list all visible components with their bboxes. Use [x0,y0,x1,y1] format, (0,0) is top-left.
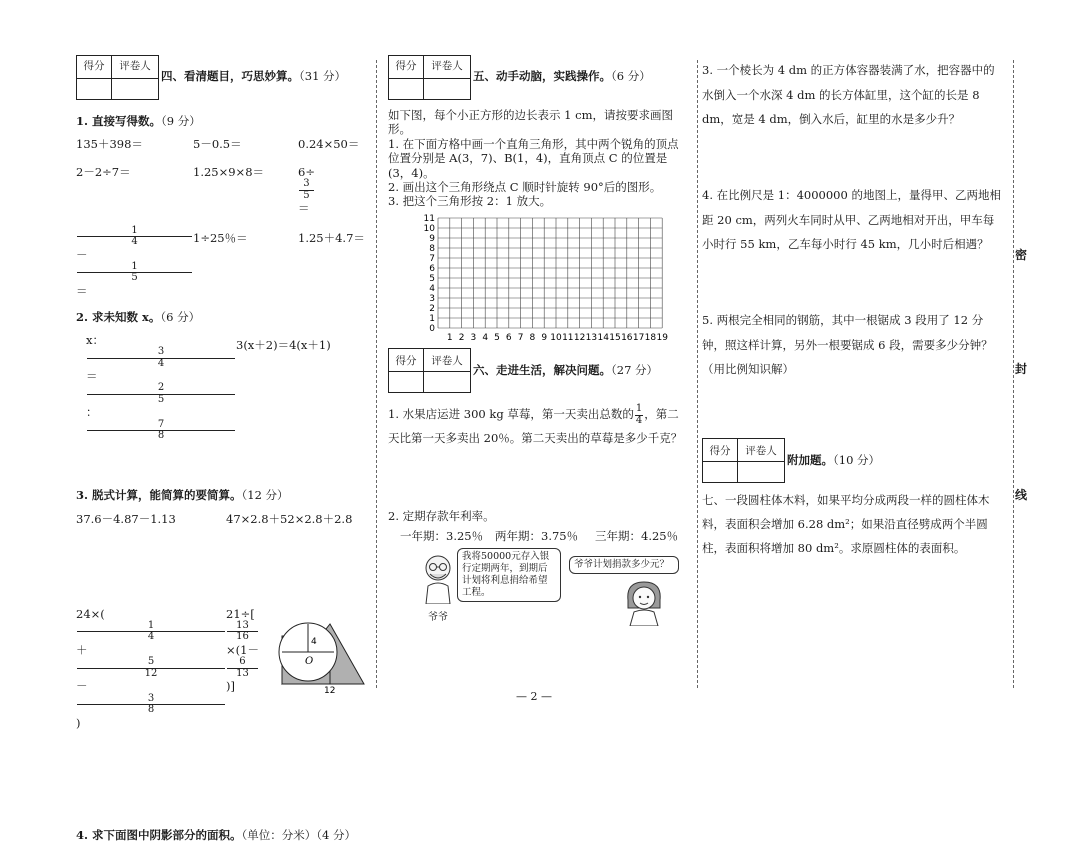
score-label: 得分 [703,439,738,462]
grid-x-label: 12 [573,333,586,343]
score-cell[interactable] [389,372,424,393]
grid-x-label: 6 [505,333,512,343]
grid-y-label: 4 [429,284,435,294]
section4-header [76,55,366,100]
grid-x-label: 2 [458,333,465,343]
center-label: O [305,656,314,667]
expression: 24×( 1 4 ＋ 5 12 － 3 8 ) [76,607,226,731]
s6-q4: 4. 在比例尺是 1：4000000 的地图上，量得甲、乙两地相距 20 cm，两列火车同时从甲、乙两地相对开出，甲车每小时行 55 km，乙车每小时行 45 km，几小时后相遇？ [702,188,1001,252]
fraction: 1 5 [77,262,192,284]
grader-label: 评卷人 [424,349,471,372]
section6-title: 六、走进生活，解决问题。（27 分） [473,363,659,377]
fraction: $\frac{1}{4}$ [635,403,643,426]
radius-label: 4 [311,637,317,647]
expression: 21÷[ 13 16 ×(1－ 6 13 )] [226,606,259,694]
calc-item: 1.25×9×8＝ [193,164,265,179]
fraction: 1 4 [77,226,192,248]
grid-y-label: 6 [429,264,435,274]
s4-q2-equations [76,333,366,442]
grader-cell[interactable] [424,372,471,393]
fraction: 7 8 [87,420,235,442]
s6-q2-title: 2. 定期存款年利率。 [388,509,495,523]
s4-q1-row2 [76,165,366,216]
bonus-question: 七、一段圆柱体木料，如果平均分成两段一样的圆柱体木料，表面积会增加 6.28 dm²；如果沿直径劈成两个半圆柱，表面积将增加 80 dm²。求原圆柱体的表面积。 [702,493,990,556]
side-mark-mi: 密 [1015,248,1028,262]
score-label: 得分 [77,56,112,79]
fraction: 6 13 [227,657,258,679]
s6-rates [400,528,680,544]
calc-item: 5－0.5＝ [193,137,242,152]
fraction: 1 4 [77,621,225,643]
score-cell[interactable] [389,79,424,100]
s4-q4-title: 4. 求下面图中阴影部分的面积。（单位：分米）（4 分） [76,828,356,842]
fraction: 3 5 [299,179,314,201]
calc-item: 1 4 － 1 5 ＝ [76,226,193,299]
grid-y-label: 0 [429,324,435,334]
grid-x-label: 9 [541,333,548,343]
score-cell[interactable] [77,79,112,100]
grid-y-label: 9 [429,234,435,244]
fraction: 2 5 [87,383,235,405]
s4-q2-title: 2. 求未知数 x。（6 分） [76,310,201,325]
calc-item: 1.25＋4.7＝ [298,230,365,245]
score-cell[interactable] [703,462,738,483]
grid-y-label: 8 [429,244,435,254]
s4-q3-title: 3. 脱式计算，能简算的要简算。（12 分） [76,487,289,502]
grid-y-label: 1 [429,314,435,324]
girl-illustration [622,578,666,626]
expression: 47×2.8＋52×2.8＋2.8 [226,512,353,527]
coordinate-grid[interactable] [420,208,670,344]
girl-speech-bubble: 爷爷计划捐款多少元？ [569,556,679,574]
column-divider-1 [376,60,377,688]
s5-q1: 1. 在下面方格中画一个直角三角形，其中两个锐角的顶点位置分别是 A(3，7)、B(1，4)，直角顶点 C 的位置是(3，4)。 [388,136,679,180]
fraction: 3 4 [87,347,235,369]
grader-cell[interactable] [112,79,159,100]
fraction: 3 8 [77,694,225,716]
s4-q1-row1 [76,137,366,151]
s5-q3: 3. 把这个三角形按 2：1 放大。 [388,194,552,209]
section5-title: 五、动手动脑，实践操作。（6 分） [473,69,651,83]
grader-label: 评卷人 [112,56,159,79]
grader-cell[interactable] [424,79,471,100]
grader-cell[interactable] [738,462,785,483]
calc-item: 2－2÷7＝ [76,164,131,179]
calc-item: 1÷25％＝ [193,230,248,245]
grid-x-label: 5 [494,333,500,343]
side-mark-xian: 线 [1015,488,1028,502]
fraction: 5 12 [77,657,225,679]
column-left [76,55,366,842]
calc-item: 6÷ 3 5 ＝ [298,164,315,216]
s6-q3: 3. 一个棱长为 4 dm 的正方体容器装满了水，把容器中的水倒入一个水深 4 dm 的长方体缸里，这个缸的长是 8 dm，宽是 4 dm，倒入水后，缸里的水是多少升？ [702,63,995,127]
grid-x-label: 14 [597,333,609,343]
equation-2: 3(x＋2)＝4(x＋1) [236,337,331,352]
bonus-title: 附加题。（10 分） [787,453,881,467]
section6-header [388,348,658,393]
score-label: 得分 [389,56,424,79]
rate-three-year: 三年期：4.25％ [595,529,679,543]
s6-q5: 5. 两根完全相同的钢筋，其中一根锯成 3 段用了 12 分钟，照这样计算，另外一根要锯成 6 段，需要多少分钟？（用比例知识解） [702,313,993,377]
s4-q1-row3 [76,226,366,299]
calc-item: 0.24×50＝ [298,137,360,152]
column-divider-2 [697,60,698,688]
section5-header [388,55,688,100]
grandpa-illustration [418,552,458,604]
grader-label: 评卷人 [738,439,785,462]
score-label: 得分 [389,349,424,372]
grid-x-label: 11 [562,333,574,343]
grid-y-label: 2 [429,304,435,314]
score-box [388,348,471,393]
side-mark-feng: 封 [1015,362,1028,376]
grid-y-label: 3 [429,294,435,304]
grid-x-label: 15 [609,333,621,343]
s5-intro: 如下图，每个小正方形的边长表示 1 cm，请按要求画图形。 [388,108,673,137]
fraction: 13 16 [227,621,258,643]
grid-x-label: 19 [656,333,668,343]
bonus-header [702,438,880,483]
s6-q1: 1. 水果店运进 300 kg 草莓，第一天卖出总数的 $\frac{1}{4}$ ，第二天比第一天多卖出 20％。第二天卖出的草莓是多少千克？ [388,403,683,446]
grader-label: 评卷人 [424,56,471,79]
grid-x-label: 4 [482,333,489,343]
binding-line [1013,60,1014,688]
grid-x-label: 10 [550,333,562,343]
shaded-area-figure [278,614,374,694]
s4-q1-title: 1. 直接写得数。（9 分） [76,114,201,128]
rate-one-year: 一年期：3.25％ [400,529,484,543]
grid-x-label: 17 [632,333,645,343]
grid-x-label: 16 [621,333,633,343]
grid-x-label: 1 [446,333,453,343]
expression: 37.6－4.87－1.13 [76,512,176,527]
grid-x-label: 13 [585,333,598,343]
grandpa-label: 爷爷 [428,612,448,623]
grid-y-label: 7 [429,254,435,264]
score-box [388,55,471,100]
section4-title: 四、看清题目，巧思妙算。（31 分） [161,69,347,83]
grid-x-label: 18 [644,333,657,343]
grid-y-label: 10 [423,224,435,234]
s4-q3-row1 [76,512,366,526]
grid-x-label: 8 [529,333,536,343]
grandpa-speech-bubble: 我将50000元存入银行定期两年，到期后计划将利息捐给希望工程。 [457,548,561,602]
grid-y-label: 5 [429,274,435,284]
calc-item: 135＋398＝ [76,137,143,152]
grid-x-label: 7 [517,333,524,343]
grid-x-label: 3 [470,333,477,343]
column-middle [388,55,688,209]
page-number: — 2 — [516,690,552,703]
grid-y-label: 11 [423,214,435,224]
s5-q2: 2. 画出这个三角形绕点 C 顺时针旋转 90°后的图形。 [388,179,662,194]
score-box [76,55,159,100]
rate-two-year: 两年期：3.75％ [495,529,579,543]
score-box [702,438,785,483]
base-label: 12 [324,686,336,694]
equation-1: x： 3 4 ＝ 2 5 ： 7 8 [76,333,236,442]
